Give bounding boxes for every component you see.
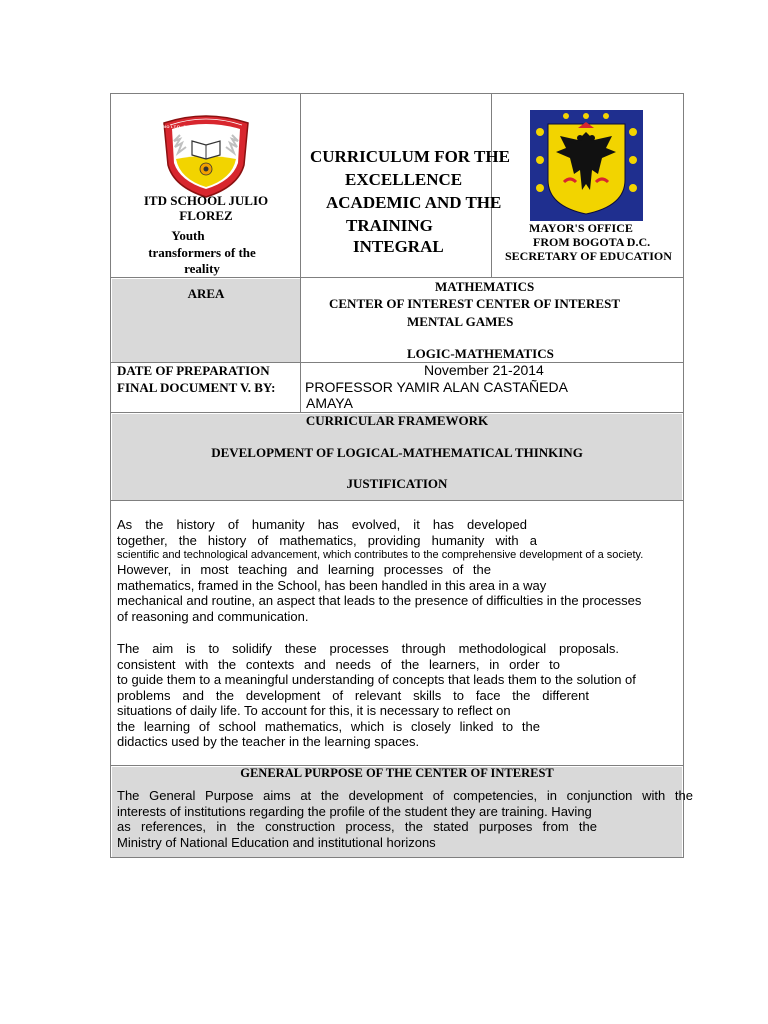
school-name-line: ITD SCHOOL JULIO [143, 193, 269, 208]
table-border-bottom [110, 857, 684, 858]
title-line: ACADEMIC AND THE [326, 193, 502, 212]
author-name [305, 379, 568, 411]
framework-heading: DEVELOPMENT OF LOGICAL-MATHEMATICAL THINKING [211, 445, 583, 460]
paragraph-line: of reasoning and communication. [117, 608, 309, 624]
paragraph-line: The aim is to solidify these processes through methodological proposals. [117, 641, 619, 656]
area-topic: MENTAL GAMES [407, 314, 514, 329]
paragraph-line: Ministry of National Education and institutional horizons [117, 834, 436, 850]
crest-seal-text: COLEGIO I.T.D. JULIO FLOREZ [149, 124, 215, 129]
author-line: AMAYA [306, 395, 353, 411]
motto-line: reality [184, 261, 220, 276]
motto-line: transformers of the [148, 244, 256, 260]
table-col-divider [300, 93, 301, 412]
table-border-right [683, 93, 684, 858]
area-center-of-interest: CENTER OF INTEREST CENTER OF INTEREST [329, 296, 621, 311]
area-label: AREA [187, 286, 225, 301]
table-row-divider [110, 500, 684, 501]
paragraph-line: interests of institutions regarding the profile of the student they are training. Having [117, 803, 592, 819]
bogota-coat-of-arms [530, 110, 643, 221]
final-document-label: FINAL DOCUMENT V. BY: [117, 380, 276, 395]
authority-line: SECRETARY OF EDUCATION [505, 249, 672, 263]
table-border-left [110, 93, 111, 858]
paragraph-line: As the history of humanity has evolved, it has developed [117, 517, 527, 532]
framework-label: CURRICULAR FRAMEWORK [305, 413, 489, 428]
paragraph-line: consistent with the contexts and needs of the learners, in order to [117, 656, 560, 672]
paragraph-line: to guide them to a meaningful understanding of concepts that leads them to the solution of [117, 672, 636, 687]
authority-block [492, 221, 683, 263]
title-line: CURRICULUM FOR THE [310, 147, 510, 166]
paragraph-line: The General Purpose aims at the development of competencies, in conjunction with the [117, 788, 693, 803]
motto-line: Youth [171, 228, 205, 243]
authority-line: MAYOR'S OFFICE [529, 221, 633, 235]
justification-paragraph-2 [117, 641, 677, 750]
school-name-line: FLOREZ [179, 208, 233, 223]
authority-line: FROM BOGOTA D.C. [533, 235, 651, 249]
title-line: EXCELLENCE [345, 170, 463, 189]
paragraph-line: problems and the development of relevant skills to face the different [117, 687, 589, 703]
justification-heading: JUSTIFICATION [346, 476, 448, 491]
paragraph-line: the learning of school mathematics, which is closely linked to the [117, 718, 540, 734]
paragraph-line: as references, in the construction process, the stated purposes from the [117, 819, 597, 834]
area-content [300, 278, 683, 362]
area-subject: MATHEMATICS [435, 279, 535, 294]
school-motto [112, 228, 292, 278]
paragraph-line: together, the history of mathematics, providing humanity with a [117, 532, 537, 548]
paragraph-line: didactics used by the teacher in the learning spaces. [117, 734, 420, 749]
paragraph-line: However, in most teaching and learning processes of the [117, 562, 491, 577]
title-line: TRAINING [346, 216, 433, 235]
date-value: November 21-2014 [424, 362, 544, 378]
paragraph-line: situations of daily life. To account for this, it is necessary to reflect on [117, 703, 511, 718]
paragraph-line: mathematics, framed in the School, has been handled in this area in a way [117, 577, 547, 593]
paragraph-line: mechanical and routine, an aspect that leads to the presence of difficulties in the processes [117, 593, 642, 608]
school-name [112, 193, 300, 223]
author-line: PROFESSOR YAMIR ALAN CASTAÑEDA [305, 379, 568, 395]
general-purpose-text [117, 788, 693, 850]
document-title [310, 145, 510, 260]
title-line: INTEGRAL [353, 237, 444, 256]
justification-paragraph-1 [117, 517, 677, 624]
area-branch: LOGIC-MATHEMATICS [407, 346, 554, 361]
table-border-top [110, 93, 684, 94]
paragraph-line: scientific and technological advancement, which contributes to the comprehensive development of a society. [117, 549, 644, 561]
general-purpose-heading: GENERAL PURPOSE OF THE CENTER OF INTEREST [240, 766, 554, 780]
date-label: DATE OF PREPARATION [117, 363, 270, 378]
